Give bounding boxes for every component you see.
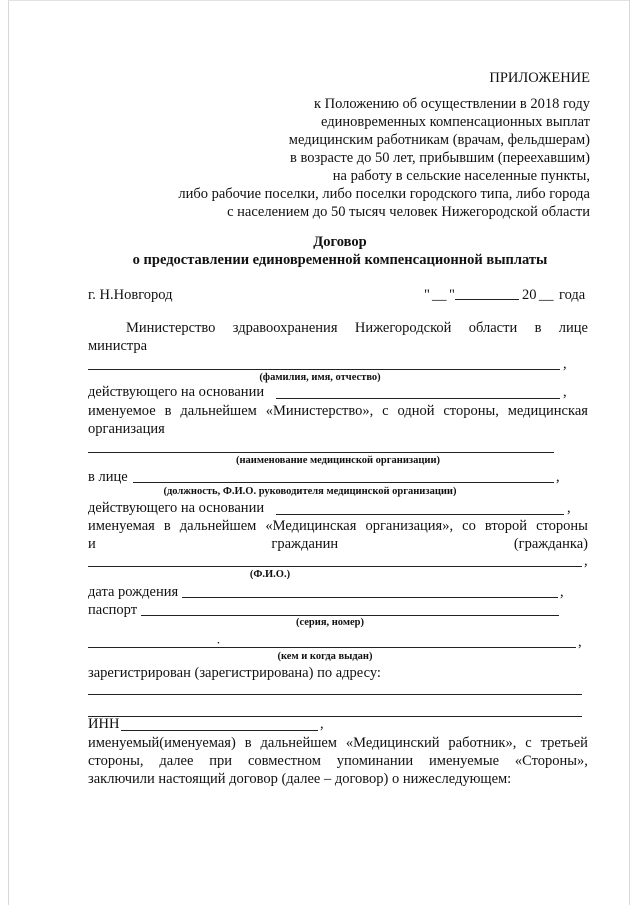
word: дальнейшем [260, 735, 337, 751]
hint-org: (наименование медицинской организации) [235, 455, 440, 466]
word: в [244, 735, 252, 751]
header-line-5: на работу в сельские населенные пункты, [332, 168, 590, 184]
word: организация», [365, 518, 454, 534]
organization-label: организация [88, 421, 165, 437]
date-year-prefix: 20 [522, 287, 537, 303]
word: со [462, 518, 476, 534]
word: упоминании [336, 753, 414, 769]
word: с [525, 735, 532, 751]
word: дальнейшем [180, 403, 257, 419]
final-line-2 [88, 753, 588, 770]
header-line-7: с населением до 50 тысяч человек Нижегородской области [227, 204, 590, 220]
word: «Медицинский [345, 735, 440, 751]
hint-issued: (кем и когда выдан) [277, 651, 373, 662]
word: (гражданка) [513, 536, 588, 552]
city: г. Н.Новгород [88, 287, 173, 303]
word: «Медицинская [265, 518, 357, 534]
and-citizen-line [88, 536, 588, 553]
word: медицинская [507, 403, 588, 419]
inn-line [121, 730, 318, 731]
page-edge-left [8, 0, 9, 905]
appendix-title: ПРИЛОЖЕНИЕ [489, 70, 590, 86]
date-month-line [455, 299, 519, 300]
word: именуемая [88, 518, 155, 534]
date-year-suffix: года [559, 287, 586, 303]
comma: , [584, 553, 588, 569]
word: именуемое [88, 403, 156, 419]
word: с [382, 403, 389, 419]
word: далее [159, 753, 194, 769]
paragraph-ministry-line2: министра [88, 338, 148, 354]
address-line-2 [88, 716, 582, 717]
inn-label: ИНН [88, 716, 120, 732]
header-line-6: либо рабочие поселки, либо поселки городского типа, либо города [178, 186, 590, 202]
comma: , [563, 384, 567, 400]
comma: , [567, 500, 571, 516]
word: лице [558, 320, 588, 336]
named-ministry-line [88, 403, 588, 420]
header-line-4: в возрасте до 50 лет, прибывшим (переехавшим) [290, 150, 590, 166]
word: «Стороны», [514, 753, 588, 769]
comma: , [578, 634, 582, 650]
comma: , [563, 356, 567, 372]
word: работник», [448, 735, 517, 751]
word: стороны [536, 518, 588, 534]
hint-fio: (фамилия, имя, отчество) [259, 372, 381, 383]
org-name-line [88, 452, 554, 453]
hint-head: (должность, Ф.И.О. руководителя медицинской организации) [163, 486, 457, 497]
word: Министерство [126, 320, 216, 336]
acting-basis-label-2: действующего на основании [88, 500, 265, 516]
in-person-line [133, 482, 554, 483]
birth-date-label: дата рождения [88, 584, 179, 600]
word: «Министерство», [265, 403, 374, 419]
paragraph-ministry-line1 [126, 320, 588, 337]
word: стороны, [88, 753, 144, 769]
word: в [534, 320, 542, 336]
issued-by-line [88, 647, 576, 648]
acting-basis-label-1: действующего на основании [88, 384, 265, 400]
word: одной [397, 403, 435, 419]
header-line-2: единовременных компенсационных выплат [320, 114, 590, 130]
word: совместном [247, 753, 321, 769]
page-edge-top [8, 0, 629, 1]
passport-label: паспорт [88, 602, 138, 618]
comma: , [556, 469, 560, 485]
word: именуемые [429, 753, 500, 769]
word: дальнейшем [179, 518, 257, 534]
final-line-1 [88, 735, 588, 752]
birth-date-line [182, 597, 558, 598]
word: стороны, [443, 403, 499, 419]
word: именуемый(именуемая) [88, 735, 236, 751]
contract-subtitle: о предоставлении единовременной компенсационной выплаты [132, 252, 548, 268]
date-day-blank: __ [432, 287, 447, 303]
word: здравоохранения [232, 320, 338, 336]
word: в [164, 403, 172, 419]
address-line-1 [88, 694, 582, 695]
contract-title: Договор [313, 234, 367, 250]
date-year-blank: __ [539, 287, 554, 303]
header-line-1: к Положению об осуществлении в 2018 году [313, 96, 590, 112]
acting-basis-line-1 [276, 398, 560, 399]
word: в [163, 518, 171, 534]
word: второй [484, 518, 528, 534]
acting-basis-line-2 [276, 514, 564, 515]
page-edge-right [629, 0, 630, 905]
citizen-fio-line [88, 566, 582, 567]
named-org-line [88, 518, 588, 535]
date-open-quote: " [424, 287, 430, 303]
word: третьей [540, 735, 588, 751]
registered-label: зарегистрирован (зарегистрирована) по адресу: [88, 665, 381, 681]
final-line-3: заключили настоящий договор (далее – договор) о нижеследующем: [88, 771, 512, 787]
fio-minister-line [88, 369, 560, 370]
word: при [209, 753, 233, 769]
date-close-quote: " [449, 287, 455, 303]
in-person-label: в лице [88, 469, 128, 485]
hint-series: (серия, номер) [295, 617, 364, 628]
word: и [88, 536, 96, 552]
header-line-3: медицинским работникам (врачам, фельдшерам) [288, 132, 590, 148]
hint-fio-citizen: (Ф.И.О.) [249, 569, 291, 580]
passport-line [141, 615, 559, 616]
dot-mark: ˙ [216, 640, 221, 656]
word: Нижегородской [354, 320, 452, 336]
word: гражданин [271, 536, 339, 552]
comma: , [560, 584, 564, 600]
word: области [468, 320, 518, 336]
comma: , [320, 716, 324, 732]
